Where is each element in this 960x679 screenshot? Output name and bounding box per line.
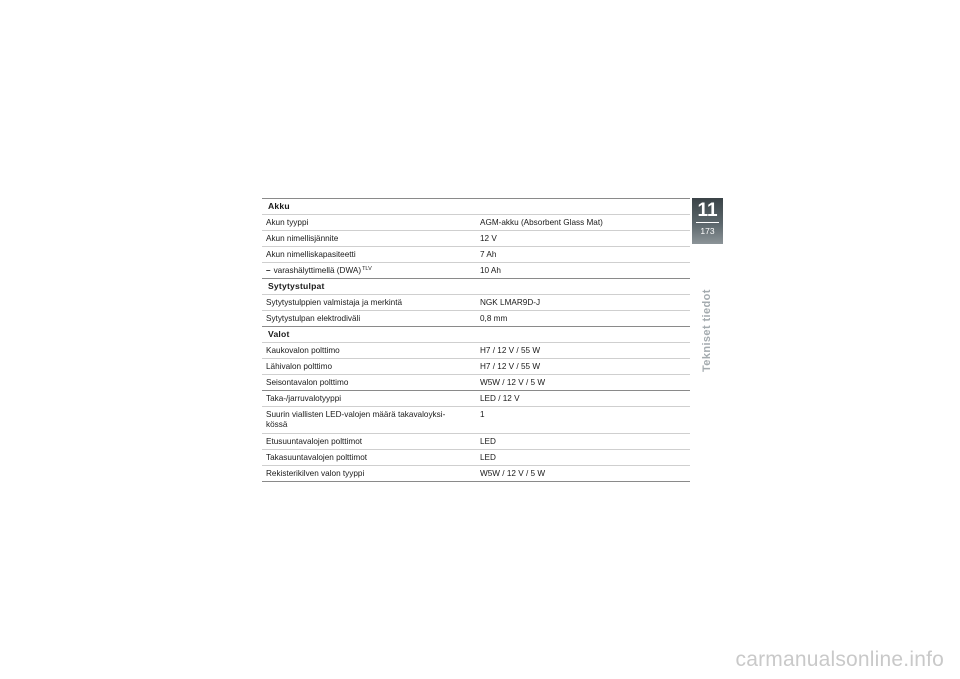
row-value: LED (480, 436, 496, 446)
table-row (262, 466, 690, 482)
row-label: Sytytystulpan elektrodiväli (266, 313, 361, 323)
row-value: 0,8 mm (480, 313, 508, 323)
table-row (262, 375, 690, 391)
row-value: 7 Ah (480, 249, 497, 259)
chapter-side-title: Tekniset tiedot (701, 289, 713, 372)
row-label: Kaukovalon polttimo (266, 345, 340, 355)
table-row (262, 263, 690, 279)
row-value: H7 / 12 V / 55 W (480, 361, 541, 371)
row-label: Seisontavalon polttimo (266, 377, 349, 387)
row-value: W5W / 12 V / 5 W (480, 377, 546, 387)
row-label-line-1: Suurin viallisten LED-valojen määrä takavaloyksi- (266, 410, 446, 419)
row-value: NGK LMAR9D-J (480, 297, 541, 307)
dash-bullet: – (266, 265, 271, 275)
chapter-divider (696, 222, 719, 223)
row-value: LED (480, 452, 496, 462)
footnote-marker: TLV (362, 265, 372, 272)
table-row (262, 450, 690, 466)
row-label: Rekisterikilven valon tyyppi (266, 468, 365, 478)
row-label: Sytytystulppien valmistaja ja merkintä (266, 297, 403, 307)
row-value: 10 Ah (480, 265, 501, 275)
specifications-table (262, 198, 690, 482)
table-row (262, 391, 690, 407)
table-row (262, 434, 690, 450)
row-label: varashälyttimellä (DWA) (273, 265, 362, 275)
table-row (262, 407, 690, 434)
row-value: AGM-akku (Absorbent Glass Mat) (480, 217, 603, 227)
row-label: Etusuuntavalojen polttimot (266, 436, 363, 446)
row-label-line-2: kössä (266, 420, 288, 429)
section-header-akku: Akku (262, 199, 690, 215)
watermark: carmanualsonline.info (735, 648, 944, 671)
row-label: Akun nimelliskapasiteetti (266, 249, 356, 259)
row-label-multiline (262, 407, 474, 433)
table-row (262, 311, 690, 327)
table-row (262, 295, 690, 311)
table-row (262, 359, 690, 375)
row-value: H7 / 12 V / 55 W (480, 345, 541, 355)
row-value: W5W / 12 V / 5 W (480, 468, 546, 478)
chapter-tab (692, 198, 723, 244)
row-value: 12 V (480, 233, 497, 243)
row-value: LED / 12 V (480, 393, 520, 403)
table-row (262, 247, 690, 263)
row-label: Akun nimellisjännite (266, 233, 339, 243)
table-row (262, 231, 690, 247)
row-label: Taka-/jarruvalotyyppi (266, 393, 342, 403)
page-number: 173 (700, 226, 715, 236)
row-value: 1 (480, 410, 485, 419)
chapter-number: 11 (697, 200, 718, 221)
table-row (262, 215, 690, 231)
row-label: Akun tyyppi (266, 217, 309, 227)
section-header-valot: Valot (262, 327, 690, 343)
row-label: Takasuuntavalojen polttimot (266, 452, 368, 462)
table-row (262, 343, 690, 359)
row-label-with-dash (262, 263, 474, 278)
row-label: Lähivalon polttimo (266, 361, 332, 371)
section-header-sytytystulpat: Sytytystulpat (262, 279, 690, 295)
